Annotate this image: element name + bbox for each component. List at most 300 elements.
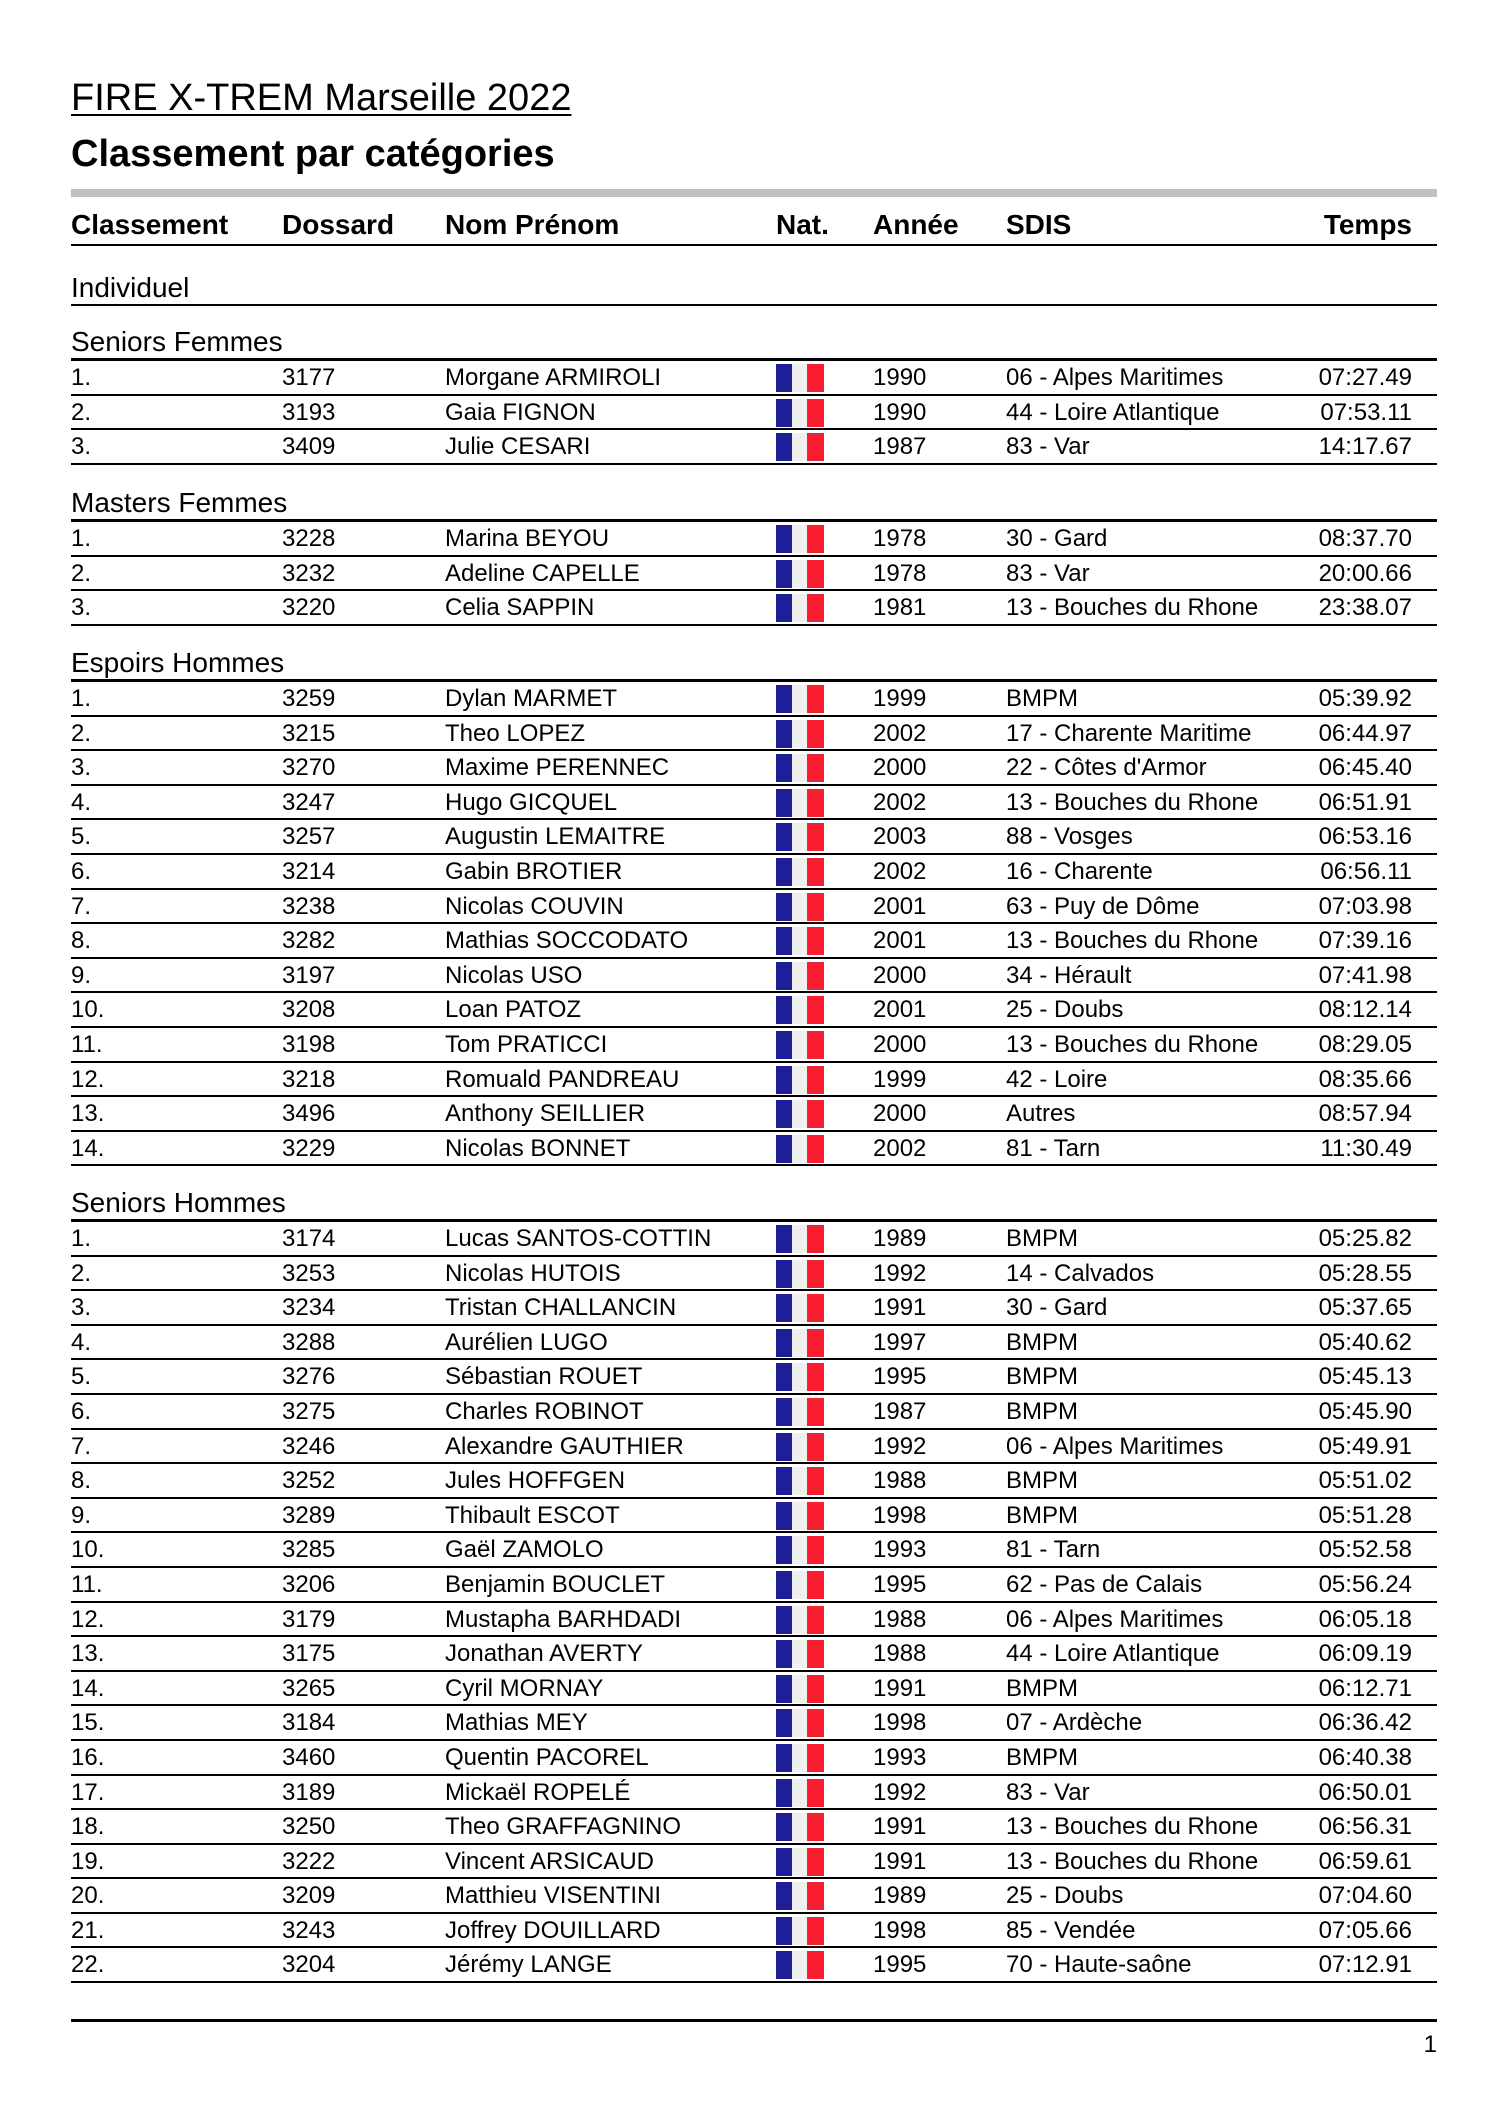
sdis-cell: 30 - Gard (1006, 1294, 1108, 1322)
bib-cell: 3174 (282, 1225, 336, 1252)
year-cell: 1992 (873, 1778, 927, 1806)
sdis-cell: 30 - Gard (1006, 525, 1108, 552)
france-flag-icon (776, 399, 824, 427)
time-cell: 06:36.42 (1318, 1709, 1412, 1737)
sdis-cell: 06 - Alpes Maritimes (1006, 1432, 1224, 1460)
france-flag-icon (776, 1031, 824, 1059)
rank-cell: 18. (71, 1813, 105, 1841)
table-row (71, 1326, 1437, 1361)
section-seniors-femmes (71, 322, 1437, 465)
time-cell: 06:44.97 (1318, 719, 1412, 747)
rank-cell: 19. (71, 1847, 105, 1875)
table-row (71, 959, 1437, 994)
rank-cell: 2. (71, 559, 92, 587)
time-cell: 06:59.61 (1318, 1847, 1412, 1875)
rank-cell: 4. (71, 1328, 92, 1356)
france-flag-icon (776, 1225, 824, 1253)
sdis-cell: 13 - Bouches du Rhone (1006, 788, 1259, 816)
table-row (71, 1603, 1437, 1638)
france-flag-icon (776, 1066, 824, 1094)
year-cell: 2001 (873, 927, 927, 955)
sdis-cell: 06 - Alpes Maritimes (1006, 364, 1224, 391)
france-flag-icon (776, 685, 824, 713)
rank-cell: 16. (71, 1743, 105, 1771)
bib-cell: 3198 (282, 1030, 336, 1058)
france-flag-icon (776, 1135, 824, 1163)
year-cell: 2000 (873, 961, 927, 989)
bib-cell: 3234 (282, 1294, 336, 1322)
france-flag-icon (776, 754, 824, 782)
year-cell: 2001 (873, 892, 927, 920)
year-cell: 1995 (873, 1363, 927, 1391)
sdis-cell: 70 - Haute-saône (1006, 1951, 1192, 1979)
results-list (71, 522, 1437, 626)
bib-cell: 3228 (282, 525, 336, 552)
header-year: Année (873, 209, 959, 240)
bib-cell: 3193 (282, 398, 336, 426)
year-cell: 1993 (873, 1743, 927, 1771)
sdis-cell: 22 - Côtes d'Armor (1006, 754, 1207, 782)
name-cell: Quentin PACOREL (445, 1743, 649, 1771)
time-cell: 05:51.28 (1318, 1501, 1412, 1529)
year-cell: 1990 (873, 364, 927, 391)
table-row (71, 1257, 1437, 1292)
name-cell: Mustapha BARHDADI (445, 1605, 682, 1633)
year-cell: 1998 (873, 1916, 927, 1944)
table-row (71, 1097, 1437, 1132)
name-cell: Tristan CHALLANCIN (445, 1294, 677, 1322)
bib-cell: 3209 (282, 1882, 336, 1910)
year-cell: 1998 (873, 1501, 927, 1529)
name-cell: Romuald PANDREAU (445, 1065, 680, 1093)
rank-cell: 14. (71, 1674, 105, 1702)
year-cell: 2003 (873, 823, 927, 851)
rank-cell: 5. (71, 823, 92, 851)
name-cell: Mathias SOCCODATO (445, 927, 689, 955)
rank-cell: 13. (71, 1100, 105, 1128)
time-cell: 05:39.92 (1318, 685, 1412, 712)
time-cell: 08:57.94 (1318, 1100, 1412, 1128)
rank-cell: 6. (71, 857, 92, 885)
france-flag-icon (776, 927, 824, 955)
name-cell: Lucas SANTOS-COTTIN (445, 1225, 712, 1252)
table-row (71, 1568, 1437, 1603)
name-cell: Gaia FIGNON (445, 398, 596, 426)
time-cell: 07:03.98 (1318, 892, 1412, 920)
time-cell: 05:25.82 (1318, 1225, 1412, 1252)
section-title: Seniors Hommes (71, 1183, 1437, 1222)
france-flag-icon (776, 996, 824, 1024)
year-cell: 1995 (873, 1951, 927, 1979)
bib-cell: 3460 (282, 1743, 336, 1771)
page-title: Classement par catégories (71, 133, 555, 175)
sdis-cell: 13 - Bouches du Rhone (1006, 1813, 1259, 1841)
france-flag-icon (776, 1675, 824, 1703)
time-cell: 07:05.66 (1318, 1916, 1412, 1944)
rank-cell: 9. (71, 1501, 92, 1529)
rank-cell: 10. (71, 1536, 105, 1564)
sdis-cell: BMPM (1006, 1743, 1078, 1771)
year-cell: 2002 (873, 719, 927, 747)
rank-cell: 8. (71, 927, 92, 955)
sdis-cell: BMPM (1006, 1225, 1078, 1252)
france-flag-icon (776, 1329, 824, 1357)
time-cell: 06:56.31 (1318, 1813, 1412, 1841)
bib-cell: 3496 (282, 1100, 336, 1128)
table-row (71, 1499, 1437, 1534)
name-cell: Matthieu VISENTINI (445, 1882, 662, 1910)
name-cell: Theo LOPEZ (445, 719, 586, 747)
time-cell: 08:37.70 (1318, 525, 1412, 552)
rank-cell: 17. (71, 1778, 105, 1806)
france-flag-icon (776, 1882, 824, 1910)
name-cell: Celia SAPPIN (445, 594, 595, 622)
bib-cell: 3175 (282, 1640, 336, 1668)
france-flag-icon (776, 1433, 824, 1461)
bib-cell: 3409 (282, 433, 336, 461)
year-cell: 2000 (873, 1030, 927, 1058)
table-row (71, 924, 1437, 959)
france-flag-icon (776, 525, 824, 553)
sdis-cell: BMPM (1006, 1674, 1078, 1702)
table-row (71, 1948, 1437, 1983)
year-cell: 1991 (873, 1294, 927, 1322)
rank-cell: 1. (71, 685, 92, 712)
sdis-cell: 13 - Bouches du Rhone (1006, 927, 1259, 955)
rank-cell: 3. (71, 594, 92, 622)
name-cell: Jérémy LANGE (445, 1951, 612, 1979)
header-nat: Nat. (776, 209, 829, 240)
time-cell: 20:00.66 (1318, 559, 1412, 587)
name-cell: Adeline CAPELLE (445, 559, 640, 587)
bib-cell: 3246 (282, 1432, 336, 1460)
france-flag-icon (776, 1100, 824, 1128)
sdis-cell: 14 - Calvados (1006, 1259, 1155, 1287)
section-masters-femmes (71, 483, 1437, 626)
france-flag-icon (776, 364, 824, 392)
france-flag-icon (776, 1709, 824, 1737)
table-row (71, 1464, 1437, 1499)
france-flag-icon (776, 594, 824, 622)
rank-cell: 11. (71, 1570, 103, 1598)
year-cell: 1988 (873, 1467, 927, 1495)
bib-cell: 3259 (282, 685, 336, 712)
bib-cell: 3276 (282, 1363, 336, 1391)
table-row (71, 786, 1437, 821)
france-flag-icon (776, 789, 824, 817)
time-cell: 06:09.19 (1318, 1640, 1412, 1668)
time-cell: 05:45.13 (1318, 1363, 1412, 1391)
france-flag-icon (776, 1640, 824, 1668)
header-sdis: SDIS (1006, 209, 1072, 240)
rank-cell: 22. (71, 1951, 105, 1979)
bib-cell: 3208 (282, 996, 336, 1024)
year-cell: 1978 (873, 525, 927, 552)
year-cell: 1988 (873, 1640, 927, 1668)
time-cell: 07:12.91 (1318, 1951, 1412, 1979)
rank-cell: 8. (71, 1467, 92, 1495)
year-cell: 1997 (873, 1328, 927, 1356)
rank-cell: 6. (71, 1397, 92, 1425)
sdis-cell: BMPM (1006, 1328, 1078, 1356)
section-title: Espoirs Hommes (71, 643, 1437, 682)
name-cell: Vincent ARSICAUD (445, 1847, 654, 1875)
table-row (71, 591, 1437, 626)
name-cell: Benjamin BOUCLET (445, 1570, 666, 1598)
year-cell: 2000 (873, 1100, 927, 1128)
year-cell: 1993 (873, 1536, 927, 1564)
table-row (71, 1222, 1437, 1257)
name-cell: Tom PRATICCI (445, 1030, 608, 1058)
rank-cell: 1. (71, 1225, 92, 1252)
sdis-cell: 83 - Var (1006, 433, 1090, 461)
sdis-cell: 06 - Alpes Maritimes (1006, 1605, 1224, 1633)
time-cell: 05:49.91 (1318, 1432, 1412, 1460)
name-cell: Loan PATOZ (445, 996, 582, 1024)
bib-cell: 3184 (282, 1709, 336, 1737)
event-title: FIRE X-TREM Marseille 2022 (71, 77, 572, 119)
name-cell: Cyril MORNAY (445, 1674, 604, 1702)
sdis-cell: BMPM (1006, 1501, 1078, 1529)
table-row (71, 361, 1437, 396)
table-row (71, 1810, 1437, 1845)
bib-cell: 3250 (282, 1813, 336, 1841)
year-cell: 1998 (873, 1709, 927, 1737)
name-cell: Hugo GICQUEL (445, 788, 618, 816)
header-rank: Classement (71, 209, 229, 240)
name-cell: Sébastian ROUET (445, 1363, 643, 1391)
table-row (71, 1063, 1437, 1098)
name-cell: Gabin BROTIER (445, 857, 623, 885)
sdis-cell: 83 - Var (1006, 559, 1090, 587)
table-row (71, 1637, 1437, 1672)
bib-cell: 3220 (282, 594, 336, 622)
name-cell: Nicolas USO (445, 961, 583, 989)
time-cell: 06:53.16 (1318, 823, 1412, 851)
name-cell: Dylan MARMET (445, 685, 618, 712)
sdis-cell: 62 - Pas de Calais (1006, 1570, 1203, 1598)
table-row (71, 1533, 1437, 1568)
bib-cell: 3288 (282, 1328, 336, 1356)
year-cell: 1987 (873, 433, 927, 461)
sdis-cell: 13 - Bouches du Rhone (1006, 1847, 1259, 1875)
sdis-cell: 34 - Hérault (1006, 961, 1132, 989)
sdis-cell: 42 - Loire (1006, 1065, 1108, 1093)
year-cell: 1988 (873, 1605, 927, 1633)
rank-cell: 14. (71, 1134, 105, 1162)
time-cell: 08:12.14 (1318, 996, 1412, 1024)
time-cell: 06:40.38 (1318, 1743, 1412, 1771)
section-seniors-hommes (71, 1183, 1437, 1983)
table-row (71, 1845, 1437, 1880)
year-cell: 1992 (873, 1259, 927, 1287)
sdis-cell: BMPM (1006, 1363, 1078, 1391)
table-row (71, 1672, 1437, 1707)
rank-cell: 15. (71, 1709, 105, 1737)
name-cell: Gaël ZAMOLO (445, 1536, 604, 1564)
rank-cell: 2. (71, 398, 92, 426)
section-espoirs-hommes (71, 643, 1437, 1166)
section-title: Seniors Femmes (71, 322, 1437, 361)
rank-cell: 12. (71, 1065, 105, 1093)
time-cell: 23:38.07 (1318, 594, 1412, 622)
results-list (71, 361, 1437, 465)
name-cell: Thibault ESCOT (445, 1501, 620, 1529)
france-flag-icon (776, 1294, 824, 1322)
name-cell: Theo GRAFFAGNINO (445, 1813, 682, 1841)
year-cell: 2002 (873, 788, 927, 816)
table-row (71, 1028, 1437, 1063)
rank-cell: 5. (71, 1363, 92, 1391)
header-bib: Dossard (282, 209, 395, 240)
time-cell: 05:56.24 (1318, 1570, 1412, 1598)
bib-cell: 3238 (282, 892, 336, 920)
table-header (71, 204, 1437, 246)
bib-cell: 3218 (282, 1065, 336, 1093)
bib-cell: 3247 (282, 788, 336, 816)
section-title: Masters Femmes (71, 483, 1437, 522)
sdis-cell: 63 - Puy de Dôme (1006, 892, 1200, 920)
rank-cell: 11. (71, 1030, 103, 1058)
table-row (71, 1395, 1437, 1430)
sdis-cell: 13 - Bouches du Rhone (1006, 594, 1259, 622)
rank-cell: 4. (71, 788, 92, 816)
sdis-cell: BMPM (1006, 685, 1078, 712)
name-cell: Nicolas BONNET (445, 1134, 631, 1162)
bib-cell: 3215 (282, 719, 336, 747)
rank-cell: 7. (71, 1432, 92, 1460)
bib-cell: 3252 (282, 1467, 336, 1495)
year-cell: 1978 (873, 559, 927, 587)
time-cell: 07:04.60 (1318, 1882, 1412, 1910)
table-row (71, 557, 1437, 592)
rank-cell: 10. (71, 996, 105, 1024)
bib-cell: 3265 (282, 1674, 336, 1702)
time-cell: 07:53.11 (1320, 398, 1412, 426)
results-list (71, 682, 1437, 1166)
table-row (71, 855, 1437, 890)
bib-cell: 3179 (282, 1605, 336, 1633)
sdis-cell: 07 - Ardèche (1006, 1709, 1143, 1737)
sdis-cell: 81 - Tarn (1006, 1536, 1101, 1564)
bib-cell: 3253 (282, 1259, 336, 1287)
table-row (71, 430, 1437, 465)
footer-divider (71, 2019, 1437, 2022)
sdis-cell: 16 - Charente (1006, 857, 1153, 885)
table-row (71, 1914, 1437, 1949)
year-cell: 1995 (873, 1570, 927, 1598)
france-flag-icon (776, 1571, 824, 1599)
time-cell: 05:45.90 (1318, 1397, 1412, 1425)
name-cell: Charles ROBINOT (445, 1397, 644, 1425)
france-flag-icon (776, 560, 824, 588)
france-flag-icon (776, 1260, 824, 1288)
rank-cell: 20. (71, 1882, 105, 1910)
france-flag-icon (776, 858, 824, 886)
rank-cell: 7. (71, 892, 92, 920)
france-flag-icon (776, 1467, 824, 1495)
name-cell: Aurélien LUGO (445, 1328, 608, 1356)
table-row (71, 396, 1437, 431)
rank-cell: 1. (71, 364, 92, 391)
name-cell: Marina BEYOU (445, 525, 610, 552)
year-cell: 1989 (873, 1225, 927, 1252)
year-cell: 1999 (873, 685, 927, 712)
sdis-cell: BMPM (1006, 1467, 1078, 1495)
bib-cell: 3229 (282, 1134, 336, 1162)
france-flag-icon (776, 1606, 824, 1634)
name-cell: Anthony SEILLIER (445, 1100, 646, 1128)
table-row (71, 682, 1437, 717)
rank-cell: 2. (71, 719, 92, 747)
name-cell: Julie CESARI (445, 433, 591, 461)
table-row (71, 1741, 1437, 1776)
france-flag-icon (776, 1744, 824, 1772)
year-cell: 1981 (873, 594, 927, 622)
france-flag-icon (776, 1917, 824, 1945)
year-cell: 1990 (873, 398, 927, 426)
table-row (71, 1291, 1437, 1326)
sdis-cell: 83 - Var (1006, 1778, 1090, 1806)
france-flag-icon (776, 720, 824, 748)
year-cell: 1999 (873, 1065, 927, 1093)
year-cell: 2002 (873, 857, 927, 885)
bib-cell: 3282 (282, 927, 336, 955)
time-cell: 06:51.91 (1318, 788, 1412, 816)
france-flag-icon (776, 1779, 824, 1807)
header-name: Nom Prénom (445, 209, 620, 240)
time-cell: 05:37.65 (1318, 1294, 1412, 1322)
france-flag-icon (776, 1536, 824, 1564)
bib-cell: 3289 (282, 1501, 336, 1529)
name-cell: Joffrey DOUILLARD (445, 1916, 661, 1944)
name-cell: Augustin LEMAITRE (445, 823, 666, 851)
table-row (71, 1430, 1437, 1465)
results-list (71, 1222, 1437, 1983)
table-row (71, 522, 1437, 557)
bib-cell: 3285 (282, 1536, 336, 1564)
time-cell: 05:51.02 (1318, 1467, 1412, 1495)
bib-cell: 3206 (282, 1570, 336, 1598)
year-cell: 1987 (873, 1397, 927, 1425)
year-cell: 1991 (873, 1674, 927, 1702)
year-cell: 1992 (873, 1432, 927, 1460)
time-cell: 05:28.55 (1318, 1259, 1412, 1287)
header-time: Temps (1323, 209, 1412, 240)
time-cell: 07:27.49 (1318, 364, 1412, 391)
year-cell: 2002 (873, 1134, 927, 1162)
sdis-cell: 44 - Loire Atlantique (1006, 398, 1220, 426)
rank-cell: 3. (71, 433, 92, 461)
time-cell: 05:40.62 (1318, 1328, 1412, 1356)
table-row (71, 751, 1437, 786)
sdis-cell: 81 - Tarn (1006, 1134, 1101, 1162)
rank-cell: 12. (71, 1605, 105, 1633)
name-cell: Nicolas COUVIN (445, 892, 624, 920)
bib-cell: 3177 (282, 364, 336, 391)
name-cell: Jonathan AVERTY (445, 1640, 643, 1668)
bib-cell: 3222 (282, 1847, 336, 1875)
rank-cell: 1. (71, 525, 92, 552)
bib-cell: 3243 (282, 1916, 336, 1944)
sdis-cell: 25 - Doubs (1006, 996, 1124, 1024)
year-cell: 1991 (873, 1813, 927, 1841)
france-flag-icon (776, 1363, 824, 1391)
year-cell: 2000 (873, 754, 927, 782)
time-cell: 06:45.40 (1318, 754, 1412, 782)
page-number: 1 (1423, 2031, 1437, 2058)
france-flag-icon (776, 1951, 824, 1979)
